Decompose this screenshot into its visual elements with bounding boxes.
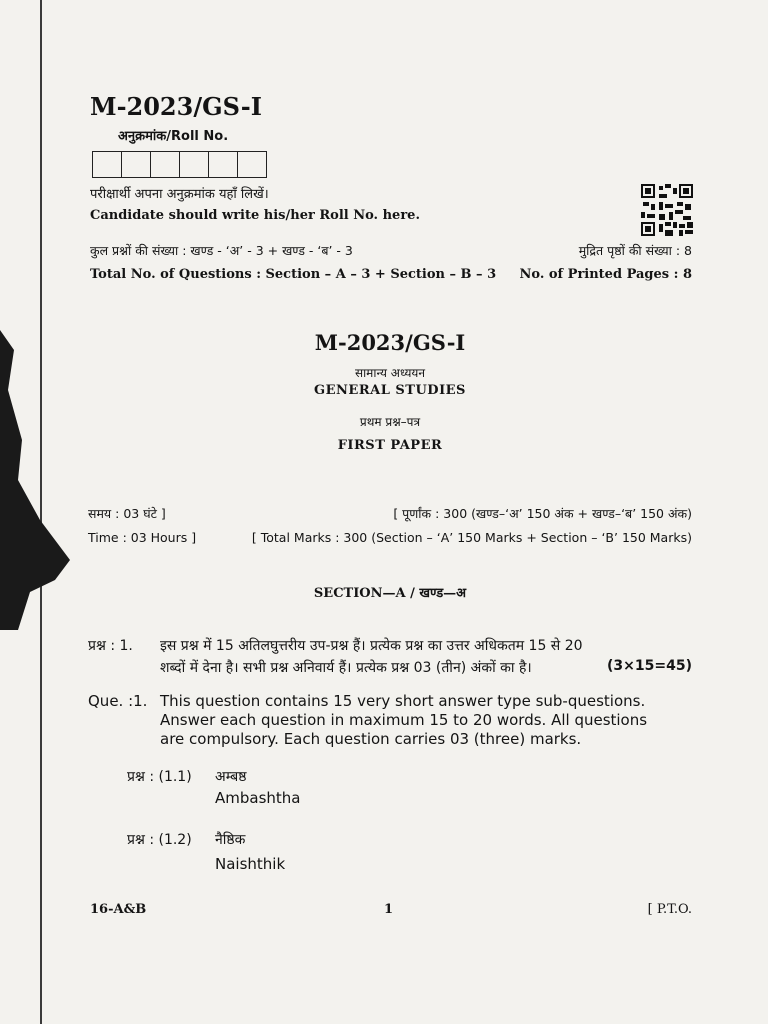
roll-number-boxes[interactable] — [92, 151, 267, 178]
roll-box[interactable] — [180, 152, 209, 177]
page-number: 1 — [384, 902, 394, 917]
question-1-text-english-line3: are compulsory. Each question carries 03 (three) marks. — [160, 730, 582, 748]
marks-english: [ Total Marks : 300 (Section – ‘A’ 150 Marks + Section – ‘B’ 150 Marks) — [251, 530, 692, 545]
question-1-label-english: Que. :1. — [88, 692, 148, 710]
exam-code-header: M-2023/GS-I — [90, 92, 262, 121]
marks-hindi: [ पूर्णांक : 300 (खण्ड–‘अ’ 150 अंक + खण्ड–‘ब’ 150 अंक) — [393, 506, 692, 521]
sub-question-term-english: Naishthik — [215, 855, 286, 873]
question-1-label-hindi: प्रश्न : 1. — [88, 638, 133, 654]
sub-question-term-hindi: अम्बष्ठ — [215, 769, 247, 785]
paper-code-title: M-2023/GS-I — [314, 330, 466, 355]
qr-code-icon — [641, 184, 693, 236]
sub-question-label: प्रश्न : (1.1) — [127, 769, 192, 785]
please-turn-over: [ P.T.O. — [647, 902, 692, 917]
footer-code: 16-A&B — [90, 902, 147, 917]
section-a-heading: SECTION—A / खण्ड—अ — [313, 586, 467, 601]
question-1-text-english-line1: This question contains 15 very short answer type sub-questions. — [160, 692, 646, 710]
roll-box[interactable] — [151, 152, 180, 177]
printed-pages-hindi: मुद्रित पृष्ठों की संख्या : 8 — [578, 243, 692, 258]
total-questions-hindi: कुल प्रश्नों की संख्या : खण्ड - ‘अ’ - 3 + खण्ड - ‘ब’ - 3 — [90, 243, 353, 258]
time-hindi: समय : 03 घंटे ] — [88, 506, 166, 521]
paper-hindi: प्रथम प्रश्न–पत्र — [359, 415, 421, 429]
printed-pages-english: No. of Printed Pages : 8 — [519, 267, 692, 282]
question-1-marks: (3×15=45) — [607, 658, 692, 674]
paper-english: FIRST PAPER — [337, 438, 443, 453]
time-english: Time : 03 Hours ] — [88, 530, 197, 545]
torn-edge-shadow — [0, 330, 80, 630]
roll-box[interactable] — [238, 152, 266, 177]
roll-box[interactable] — [209, 152, 238, 177]
roll-box[interactable] — [122, 152, 151, 177]
roll-instruction-english: Candidate should write his/her Roll No. here. — [90, 208, 420, 223]
roll-box[interactable] — [93, 152, 122, 177]
total-questions-english: Total No. of Questions : Section – A – 3 + Section – B – 3 — [90, 267, 497, 282]
subject-hindi: सामान्य अध्ययन — [354, 366, 426, 380]
subject-english: GENERAL STUDIES — [314, 383, 466, 398]
question-1-text-hindi-line1: इस प्रश्न में 15 अतिलघुत्तरीय उप-प्रश्न हैं। प्रत्येक प्रश्न का उत्तर अधिकतम 15 से 20 — [160, 638, 583, 654]
question-1-text-hindi-line2: शब्दों में देना है। सभी प्रश्न अनिवार्य हैं। प्रत्येक प्रश्न 03 (तीन) अंकों का है। — [160, 660, 532, 676]
question-1-text-english-line2: Answer each question in maximum 15 to 20 words. All questions — [160, 711, 648, 729]
roll-number-label: अनुक्रमांक/Roll No. — [118, 129, 229, 144]
sub-question-term-hindi: नैष्ठिक — [215, 832, 246, 848]
roll-instruction-hindi: परीक्षार्थी अपना अनुक्रमांक यहाँ लिखें। — [90, 187, 269, 202]
sub-question-label: प्रश्न : (1.2) — [127, 832, 192, 848]
sub-question-term-english: Ambashtha — [215, 789, 301, 807]
